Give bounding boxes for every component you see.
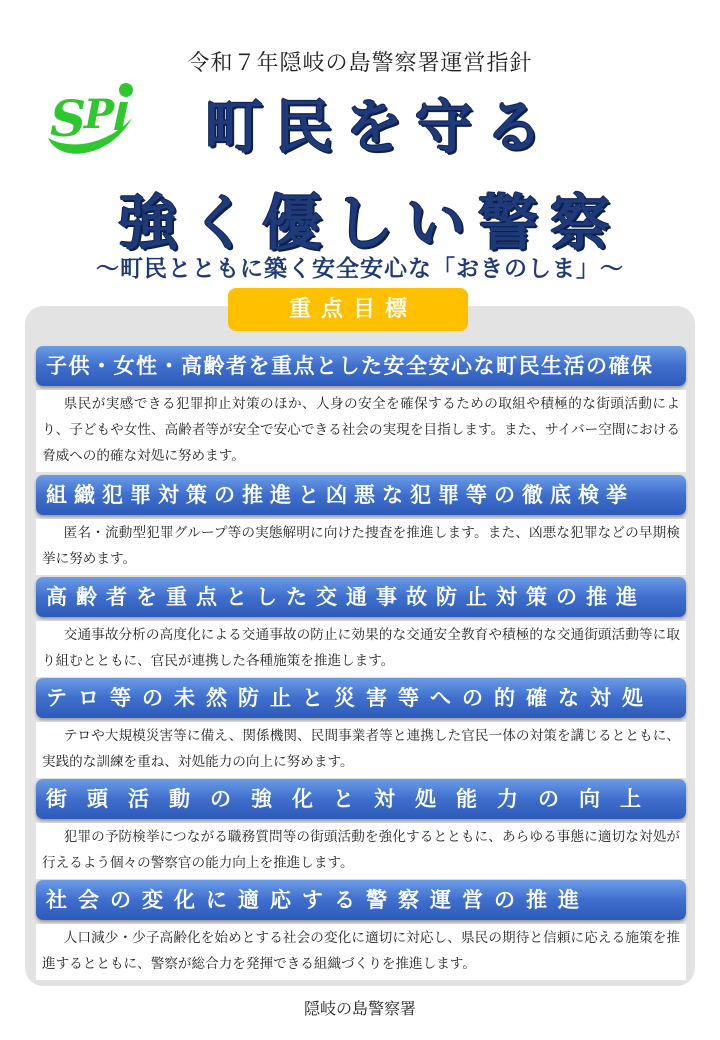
goal-section-4: [36, 678, 686, 778]
goal-heading-4: テロ等の未然防止と災害等への的確な対処: [36, 678, 686, 718]
goal-body-5: 犯罪の予防検挙につながる職務質問等の街頭活動を強化するとともに、あらゆる事態に適切な対処が行えるよう個々の警察官の能力向上を推進します。: [36, 823, 686, 879]
svg-text:S: S: [50, 89, 87, 148]
header-subtitle: 令和７年隠岐の島警察署運営指針: [187, 51, 533, 76]
goal-body-6: 人口減少・少子高齢化を始めとする社会の変化に適切に対応し、県民の期待と信頼に応える施策を推進するとともに、警察が総合力を発揮できる組織づくりを推進します。: [36, 924, 686, 980]
goal-body-2: 匿名・流動型犯罪グループ等の実態解明に向けた捜査を推進します。また、凶悪な犯罪などの早期検挙に努めます。: [36, 519, 686, 575]
goal-body-3: 交通事故分析の高度化による交通事故の防止に効果的な交通安全教育や積極的な交通街頭活動等に取り組むとともに、官民が連携した各種施策を推進します。: [36, 621, 686, 677]
goal-section-2: [36, 475, 686, 575]
goal-heading-5: 街頭活動の強化と対処能力の向上: [36, 779, 686, 819]
goal-section-3: [36, 577, 686, 677]
footer-police-station: 隠岐の島警察署: [303, 999, 416, 1018]
priority-goals-badge: 重点目標: [228, 288, 468, 331]
tagline: ～町民とともに築く安全安心な「おきのしま」～: [96, 256, 624, 282]
svg-text:P: P: [84, 91, 115, 138]
goal-section-5: [36, 779, 686, 879]
goal-body-1: 県民が実感できる犯罪抑止対策のほか、人身の安全を確保するための取組や積極的な街頭活動により、子どもや女性、高齢者等が安全で安心できる社会の実現を目指します。また、サイバー空間における脅威への的確な対処に努めます。: [36, 390, 686, 472]
goal-heading-1: 子供・女性・高齢者を重点とした安全安心な町民生活の確保: [36, 346, 686, 386]
goal-section-6: [36, 880, 686, 980]
goal-heading-6: 社会の変化に適応する警察運営の推進: [36, 880, 686, 920]
goal-body-4: テロや大規模災害等に備え、関係機関、民間事業者等と連携した官民一体の対策を講じるとともに、実践的な訓練を重ね、対処能力の向上に努めます。: [36, 722, 686, 778]
goal-heading-3: 高齢者を重点とした交通事故防止対策の推進: [36, 577, 686, 617]
goal-section-1: [36, 346, 686, 472]
main-title-line1: 町民を守る: [204, 93, 555, 161]
main-title-line2: 強く優しい警察: [118, 189, 622, 259]
goal-heading-2: 組織犯罪対策の推進と凶悪な犯罪等の徹底検挙: [36, 475, 686, 515]
